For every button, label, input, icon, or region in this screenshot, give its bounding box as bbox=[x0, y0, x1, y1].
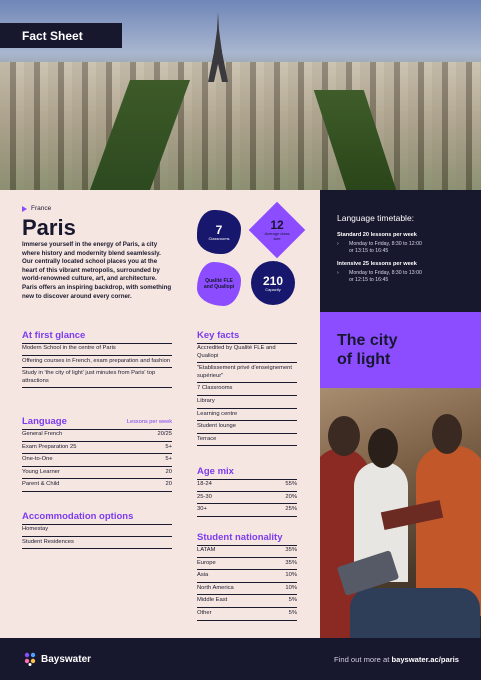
student-head bbox=[328, 416, 360, 456]
jeans bbox=[350, 588, 480, 638]
table-row: Europe 35% bbox=[197, 558, 297, 571]
find-prefix: Find out more at bbox=[334, 655, 392, 664]
slogan-panel bbox=[320, 312, 481, 388]
table-row: North America 10% bbox=[197, 583, 297, 596]
class-size-value: 12 bbox=[270, 218, 284, 232]
fact-sheet-tab: Fact Sheet bbox=[0, 23, 122, 48]
bayswater-logo[interactable] bbox=[23, 652, 91, 666]
eiffel-tower-icon bbox=[208, 12, 228, 82]
table-row: 25-30 20% bbox=[197, 492, 297, 505]
table-row: Exam Preparation 25 5+ bbox=[22, 442, 172, 455]
capacity-label: Capacity bbox=[265, 286, 281, 292]
list-item: Student Residences bbox=[22, 537, 172, 550]
footer bbox=[0, 638, 481, 680]
at-first-glance-list bbox=[22, 343, 172, 388]
list-item: Library bbox=[197, 396, 297, 409]
intensive-line-2: or 12:15 to 16:45 bbox=[349, 277, 389, 284]
language-table bbox=[22, 429, 172, 492]
intensive-line-1: › Monday to Friday, 8:30 to 13:00 bbox=[337, 269, 422, 276]
at-first-glance-title: At first glance bbox=[22, 330, 86, 341]
list-item: Student lounge bbox=[197, 421, 297, 434]
list-item: 7 Classrooms bbox=[197, 383, 297, 396]
brand-name: Bayswater bbox=[41, 653, 92, 665]
table-row: Young Learner 20 bbox=[22, 467, 172, 480]
age-mix-table bbox=[197, 479, 297, 517]
class-size-label: Average class size bbox=[264, 231, 290, 241]
timetable-title: Language timetable: bbox=[337, 213, 415, 223]
capacity-badge bbox=[251, 261, 295, 305]
table-row: General French 20/25 bbox=[22, 429, 172, 442]
list-item: Modern School in the centre of Paris bbox=[22, 343, 172, 356]
student-head bbox=[368, 428, 398, 468]
paris-skyline-photo bbox=[0, 0, 481, 190]
classrooms-value: 7 bbox=[215, 222, 223, 237]
list-item: Offering courses in French, exam preparation and fashion bbox=[22, 356, 172, 369]
accreditation-text: Qualité FLE and Qualiopi bbox=[203, 277, 235, 290]
nationality-title: Student nationality bbox=[197, 532, 283, 543]
classrooms-label: Classrooms bbox=[208, 235, 230, 241]
table-row: 18-24 55% bbox=[197, 479, 297, 492]
slogan-line-2: of light bbox=[337, 351, 391, 368]
class-size-badge bbox=[249, 202, 306, 259]
list-item: Homestay bbox=[22, 524, 172, 537]
country-name: France bbox=[31, 205, 52, 212]
accreditation-badge bbox=[197, 262, 241, 306]
slogan-line-1: The city bbox=[337, 332, 398, 349]
lessons-per-week-label: Lessons per week bbox=[126, 419, 172, 425]
page-title: Paris bbox=[22, 215, 76, 240]
key-facts-list bbox=[197, 343, 297, 446]
standard-label: Standard 20 lessons per week bbox=[337, 232, 417, 238]
table-row: 30+ 25% bbox=[197, 504, 297, 517]
classrooms-badge bbox=[197, 210, 241, 254]
accommodation-title: Accommodation options bbox=[22, 511, 134, 522]
list-item: Learning centre bbox=[197, 409, 297, 422]
table-row: Other 5% bbox=[197, 608, 297, 621]
intro-text: Immerse yourself in the energy of Paris, a city where history and modernity blend seamlessly. Our centrally located school places you at the heart of this vibrant metropolis, surrounded by world-renowned culture, art, and architecture. Paris offers an inspiring backdrop, with something new to discover around every corner. bbox=[22, 241, 172, 300]
list-item: "Etablissement privé d'enseignement supérieur" bbox=[197, 363, 297, 383]
key-facts-title: Key facts bbox=[197, 330, 240, 341]
accommodation-list bbox=[22, 524, 172, 549]
table-row: Asia 10% bbox=[197, 570, 297, 583]
website-link[interactable] bbox=[334, 655, 459, 664]
bayswater-logo-icon bbox=[23, 652, 37, 666]
capacity-value: 210 bbox=[262, 273, 284, 288]
standard-line-1: › Monday to Friday, 8:30 to 12:00 bbox=[337, 241, 422, 247]
age-mix-title: Age mix bbox=[197, 466, 234, 477]
nationality-table bbox=[197, 545, 297, 621]
list-item: Terrace bbox=[197, 434, 297, 447]
table-row: One-to-One 5+ bbox=[22, 454, 172, 467]
triangle-bullet-icon bbox=[22, 206, 27, 212]
rooftops bbox=[0, 62, 481, 190]
language-title: Language bbox=[22, 416, 67, 427]
list-item: Accredited by Qualité FLE and Qualiopi bbox=[197, 343, 297, 363]
students-photo bbox=[320, 388, 481, 638]
timetable-panel bbox=[320, 190, 481, 312]
table-row: Parent & Child 20 bbox=[22, 479, 172, 492]
table-row: Middle East 5% bbox=[197, 595, 297, 608]
standard-line-2: or 13:15 to 16:45 bbox=[349, 248, 389, 255]
student-head bbox=[432, 414, 462, 454]
list-item: Study in 'the city of light' just minutes from Paris' top attractions bbox=[22, 368, 172, 388]
intensive-label: Intensive 25 lessons per week bbox=[337, 260, 417, 267]
website-url[interactable]: bayswater.ac/paris bbox=[391, 655, 459, 664]
country-label bbox=[22, 205, 51, 212]
table-row: LATAM 35% bbox=[197, 545, 297, 558]
